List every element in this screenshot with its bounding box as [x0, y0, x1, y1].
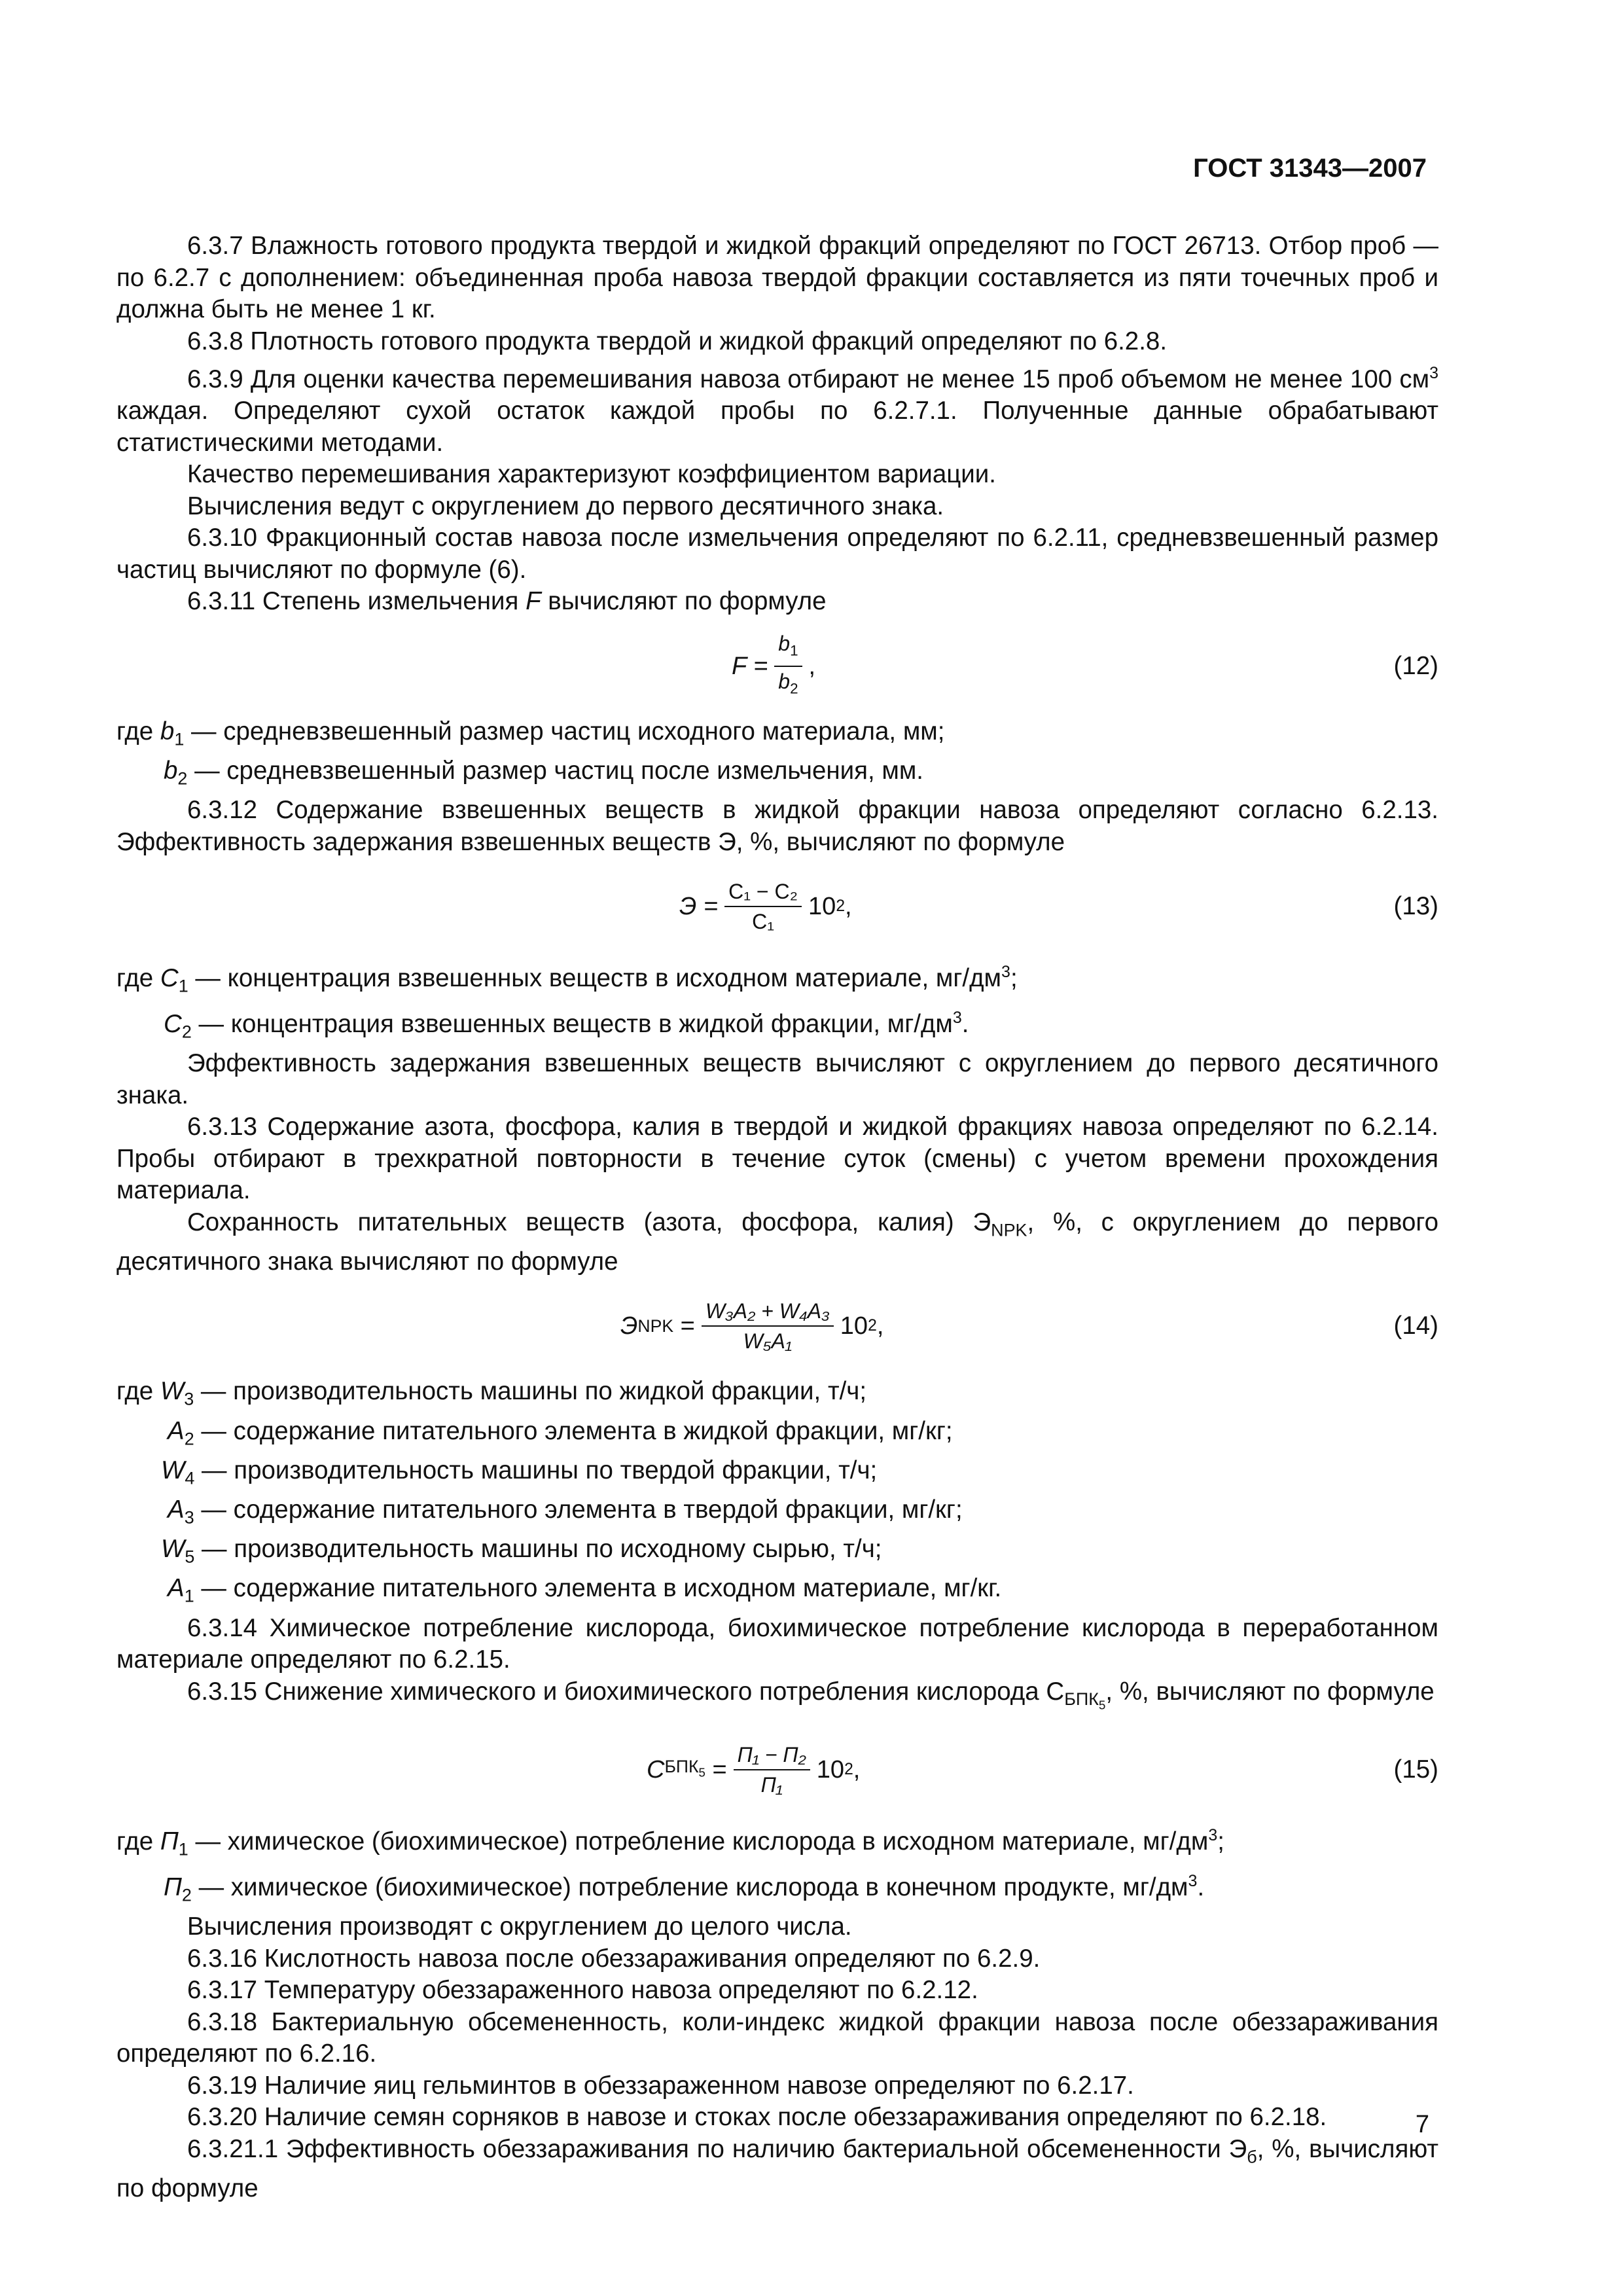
paragraph-6-3-17: 6.3.17 Температуру обеззараженного навоза определяют по 6.2.12. — [187, 1976, 978, 2005]
paragraph-6-3-12: 6.3.12 Содержание взвешенных веществ в жидкой фракции навоза определяют согласно 6.2.13. Эффективность задержания взвешенных веществ Э, %, вычисляют по формуле — [116, 796, 1438, 856]
paragraph-6-3-11: 6.3.11 Степень измельчения F вычисляют по формуле — [187, 587, 827, 616]
paragraph-6-3-16: 6.3.16 Кислотность навоза после обеззараживания определяют по 6.2.9. — [187, 1944, 1041, 1973]
page-number: 7 — [1415, 2111, 1429, 2138]
where-block-13 — [116, 956, 1438, 1048]
formula-13-fraction: $\frac{\text{C₁ − C₂}}{\text{C₁}}$ — [724, 877, 802, 936]
paragraph-6-3-13: 6.3.13 Содержание азота, фосфора, калия в твердой и жидкой фракциях навоза определяют по 6.2.14. Пробы отбирают в трехкратной повторности в течение суток (смены) с учетом времени прохождения материала. — [116, 1113, 1438, 1205]
paragraph-efficiency: Эффективность задержания взвешенных веществ вычисляют с округлением до первого десятичного знака. — [116, 1049, 1438, 1109]
paragraph-calc-1: Вычисления ведут с округлением до первого десятичного знака. — [187, 492, 944, 520]
where-line: $W_4$ — производительность машины по твердой фракции, т/ч; — [161, 1456, 878, 1488]
where-block-14 — [116, 1376, 1438, 1612]
where-line: где $W_3$ — производительность машины по жидкой фракции, т/ч; — [116, 1377, 867, 1410]
formula-13-number: (13) — [1393, 892, 1438, 921]
paragraph-6-3-18: 6.3.18 Бактериальную обсемененность, коли-индекс жидкой фракции навоза после обеззараживания определяют по 6.2.16. — [116, 2007, 1438, 2068]
paragraph-6-3-7: 6.3.7 Влажность готового продукта твердой и жидкой фракций определяют по ГОСТ 26713. Отбор проб — по 6.2.7 с дополнением: объединенная проба навоза твердой фракции составляется из пяти точечных проб и должна быть не менее 1 кг. — [116, 232, 1438, 323]
formula-14-number: (14) — [1393, 1312, 1438, 1340]
formula-12-number: (12) — [1393, 651, 1438, 680]
page-content — [116, 230, 1438, 2204]
formula-15-fraction: $\frac{\text{П₁ − П₂}}{\text{П₁}}$ — [734, 1740, 810, 1799]
paragraph-6-3-21-1: 6.3.21.1 Эффективность обеззараживания по наличию бактериальной обсемененности $Э_б$, %, вычисляют по формуле — [116, 2134, 1439, 2202]
paragraph-6-3-9: 6.3.9 Для оценки качества перемешивания навоза отбирают не менее 15 проб объемом не менее 100 $см^3$ каждая. Определяют сухой остаток каждой пробы по 6.2.7.1. Полученные данные обрабатывают статистическими методами. — [116, 364, 1438, 457]
where-line: где $C_1$ — концентрация взвешенных веществ в исходном материале, $мг/дм^3$; — [116, 963, 1018, 996]
document-header: ГОСТ 31343—2007 — [1193, 154, 1427, 183]
where-line: $A_3$ — содержание питательного элемента в твердой фракции, мг/кг; — [168, 1495, 963, 1528]
where-line: $П_2$ — химическое (биохимическое) потребление кислорода в конечном продукте, $мг/дм^3$. — [164, 1872, 1205, 1905]
where-block-15 — [116, 1820, 1438, 1911]
formula-13: Э = $\frac{\text{C₁ − C₂}}{\text{C₁}}$ 10 2 , (13) — [116, 865, 1438, 948]
paragraph-6-3-19: 6.3.19 Наличие яиц гельминтов в обеззараженном навозе определяют по 6.2.17. — [187, 2071, 1134, 2100]
where-block-12 — [116, 716, 1438, 795]
where-line: где $b_1$ — средневзвешенный размер частиц исходного материала, мм; — [116, 717, 945, 749]
formula-12: F = $\frac{b_1}{b_2}$ , (12) — [116, 624, 1438, 708]
paragraph-quality: Качество перемешивания характеризуют коэффициентом вариации. — [187, 460, 996, 489]
formula-15: С $БПК_5$ = $\frac{\text{П₁ − П₂}}{\text{П₁}}$ 10 2 , (15) — [116, 1728, 1438, 1812]
paragraph-6-3-20: 6.3.20 Наличие семян сорняков в навозе и стоках после обеззараживания определяют по 6.2.18. — [187, 2103, 1327, 2132]
paragraph-6-3-14: 6.3.14 Химическое потребление кислорода, биохимическое потребление кислорода в переработанном материале определяют по 6.2.15. — [116, 1613, 1438, 1674]
where-line: $C_2$ — концентрация взвешенных веществ в жидкой фракции, $мг/дм^3$. — [164, 1009, 969, 1042]
where-line: $A_1$ — содержание питательного элемента в исходном материале, мг/кг. — [168, 1574, 1002, 1607]
formula-12-fraction: $\frac{b_1}{b_2}$ — [774, 629, 802, 703]
where-line: $b_2$ — средневзвешенный размер частиц после измельчения, мм. — [164, 757, 924, 789]
formula-14-fraction: $\frac{\text{W₃A₂ + W₄A₃}}{\text{W₅A₁}}$ — [702, 1297, 834, 1355]
where-line: $A_2$ — содержание питательного элемента в жидкой фракции, мг/кг; — [168, 1416, 953, 1449]
where-line: где $П_1$ — химическое (биохимическое) потребление кислорода в исходном материале, $мг/дм^3$; — [116, 1826, 1224, 1859]
paragraph-6-3-8: 6.3.8 Плотность готового продукта твердой и жидкой фракций определяют по 6.2.8. — [187, 327, 1168, 355]
where-line: $W_5$ — производительность машины по исходному сырью, т/ч; — [161, 1535, 882, 1567]
formula-15-number: (15) — [1393, 1755, 1438, 1784]
paragraph-6-3-10: 6.3.10 Фракционный состав навоза после измельчения определяют по 6.2.11, средневзвешенный размер частиц вычисляют по формуле (6). — [116, 524, 1438, 584]
formula-14: Э NPK = $\frac{\text{W₃A₂ + W₄A₃}}{\text{W₅A₁}}$ 10 2 , (14) — [116, 1284, 1438, 1368]
paragraph-calc-2: Вычисления производят с округлением до целого числа. — [187, 1912, 852, 1941]
paragraph-npk: Сохранность питательных веществ (азота, фосфора, калия) $Э_{NPK}$, %, с округлением до первого десятичного знака вычисляют по формуле — [116, 1208, 1438, 1276]
paragraph-6-3-15: 6.3.15 Снижение химического и биохимического потребления кислорода $С_{БПК_5}$, %, вычисляют по формуле — [187, 1677, 1435, 1712]
